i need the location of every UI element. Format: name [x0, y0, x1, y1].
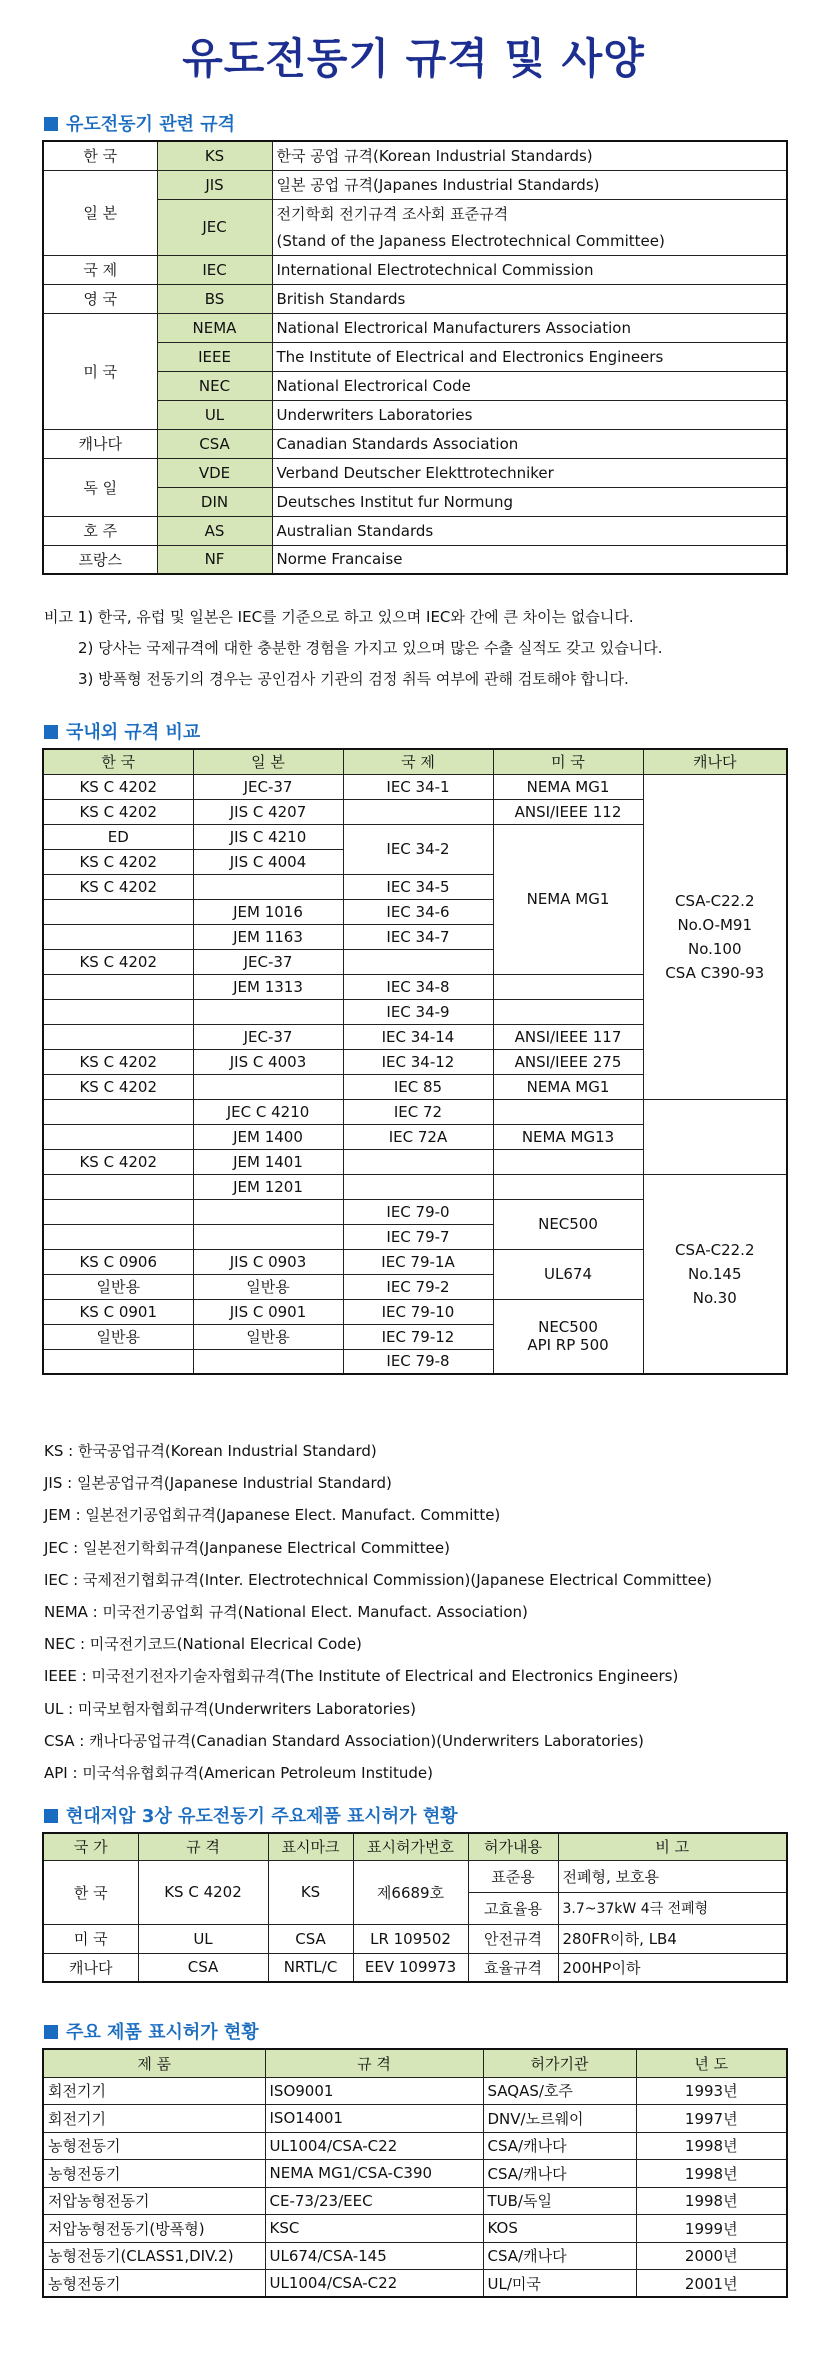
table-cell: CSA/캐나다 — [483, 2132, 636, 2160]
table-cell: JIS — [157, 170, 272, 199]
abbreviation-note: IEC : 국제전기협회규격(Inter. Electrotechnical Commission)(Japanese Electrical Committee) — [44, 1570, 712, 1589]
table-cell: UL674 — [493, 1249, 643, 1299]
table-cell: JIS C 0903 — [193, 1249, 343, 1274]
column-header: 한 국 — [43, 749, 193, 774]
table-cell: NF — [157, 545, 272, 574]
table-cell — [493, 1174, 643, 1199]
table-cell: 캐나다 — [43, 429, 157, 458]
table-cell: 일본 공업 규격(Japanes Industrial Standards) — [272, 170, 787, 199]
table-cell: 캐나다 — [43, 1953, 138, 1982]
table-row — [43, 2215, 787, 2243]
table-cell: UL — [157, 400, 272, 429]
table-cell: Australian Standards — [272, 516, 787, 545]
table-cell: EEV 109973 — [353, 1953, 468, 1982]
table-cell — [193, 1074, 343, 1099]
square-bullet-icon — [44, 2025, 58, 2039]
table-cell: Norme Francaise — [272, 545, 787, 574]
table-cell: 일반용 — [193, 1274, 343, 1299]
table-cell: KS C 4202 — [138, 1860, 268, 1924]
table-cell: IEC 34-9 — [343, 999, 493, 1024]
page-title: 유도전동기 규격 및 사양 — [182, 34, 645, 83]
canada-standard-line: CSA C390-93 — [665, 963, 765, 982]
table-cell: JEC-37 — [193, 949, 343, 974]
abbreviation-note: JEM : 일본전기공업회규격(Japanese Elect. Manufact. Committe) — [44, 1506, 501, 1525]
table-cell: (Stand of the Japaness Electrotechnical Committee) — [272, 227, 787, 255]
table-cell — [493, 1299, 643, 1374]
table-cell: 전기학회 전기규격 조사회 표준규격 — [272, 199, 787, 227]
column-header: 년 도 — [636, 2049, 787, 2077]
table-cell: IEC 34-14 — [343, 1024, 493, 1049]
table-cell: 농형전동기(CLASS1,DIV.2) — [43, 2242, 265, 2270]
table-cell — [43, 1199, 193, 1224]
column-header: 표시마크 — [268, 1833, 353, 1860]
abbreviation-note: IEEE : 미국전기전자기술자협회규격(The Institute of Electrical and Electronics Engineers) — [44, 1667, 679, 1686]
table-cell: NEMA MG13 — [493, 1124, 643, 1149]
table-cell: KS C 4202 — [43, 874, 193, 899]
table-cell — [343, 1149, 493, 1174]
table-cell: UL1004/CSA-C22 — [265, 2132, 483, 2160]
abbreviation-note: KS : 한국공업규격(Korean Industrial Standard) — [44, 1442, 377, 1460]
table-cell: JIS C 4207 — [193, 799, 343, 824]
table-cell — [193, 999, 343, 1024]
table-cell: KS C 0901 — [43, 1299, 193, 1324]
abbreviation-note: NEC : 미국전기코드(National Elecrical Code) — [44, 1635, 362, 1654]
table-cell: KS C 4202 — [43, 774, 193, 799]
table-cell: 2000년 — [636, 2242, 787, 2270]
table-cell: KS — [268, 1860, 353, 1924]
canada-standard-line: No.O-M91 — [677, 915, 753, 934]
table-cell: NEC — [157, 371, 272, 400]
table-cell: CSA/캐나다 — [483, 2160, 636, 2188]
table-cell — [193, 1199, 343, 1224]
table-row — [43, 2132, 787, 2160]
table-cell — [43, 1099, 193, 1124]
table-cell: IEC 34-12 — [343, 1049, 493, 1074]
table-cell: AS — [157, 516, 272, 545]
table-cell: KS C 4202 — [43, 1049, 193, 1074]
table-cell: 일반용 — [43, 1274, 193, 1299]
column-header: 미 국 — [493, 749, 643, 774]
table-cell: UL1004/CSA-C22 — [265, 2270, 483, 2298]
table-cell: TUB/독일 — [483, 2187, 636, 2215]
table-cell: National Electrorical Manufacturers Association — [272, 313, 787, 342]
table-cell: Verband Deutscher Elekttrotechniker — [272, 458, 787, 487]
note-3: 3) 방폭형 전동기의 경우는 공인검사 기관의 검정 취득 여부에 관해 검토해야 합니다. — [78, 670, 629, 688]
canada-standard-line: CSA-C22.2 — [675, 891, 755, 910]
table-cell: Canadian Standards Association — [272, 429, 787, 458]
table-cell: 200HP이하 — [558, 1953, 787, 1982]
table-row — [43, 141, 787, 170]
table-cell: JEC-37 — [193, 1024, 343, 1049]
table-cell: CSA/캐나다 — [483, 2242, 636, 2270]
abbreviation-note: JIS : 일본공업규격(Japanese Industrial Standard) — [44, 1474, 392, 1493]
table-cell: KS C 4202 — [43, 949, 193, 974]
table-cell: DIN — [157, 487, 272, 516]
table-cell: 표준용 — [468, 1860, 558, 1892]
table-cell: 한 국 — [43, 1860, 138, 1924]
table-cell: KOS — [483, 2215, 636, 2243]
table-cell: IEC 79-10 — [343, 1299, 493, 1324]
table-cell: IEC 85 — [343, 1074, 493, 1099]
table-cell: 농형전동기 — [43, 2132, 265, 2160]
column-header: 캐나다 — [643, 749, 787, 774]
section-heading-standards: 유도전동기 관련 규격 — [44, 110, 235, 136]
table-cell — [493, 974, 643, 999]
table-cell: VDE — [157, 458, 272, 487]
table-cell — [43, 924, 193, 949]
table-cell — [643, 1099, 787, 1174]
column-header: 규 격 — [265, 2049, 483, 2077]
table-cell: NEC500 — [493, 1199, 643, 1249]
table-cell: CE-73/23/EEC — [265, 2187, 483, 2215]
table-cell: ISO14001 — [265, 2105, 483, 2133]
column-header: 허가내용 — [468, 1833, 558, 1860]
table-cell: 1999년 — [636, 2215, 787, 2243]
table-cell — [193, 1349, 343, 1374]
table-row — [43, 1924, 787, 1953]
table-cell: IEC 34-2 — [343, 824, 493, 874]
abbreviation-note: API : 미국석유협회규격(American Petroleum Institude) — [44, 1764, 433, 1782]
table-cell — [643, 1174, 787, 1374]
column-header: 표시허가번호 — [353, 1833, 468, 1860]
abbreviation-note: JEC : 일본전기학회규격(Janpanese Electrical Committee) — [44, 1538, 450, 1557]
table-cell: SAQAS/호주 — [483, 2077, 636, 2105]
table-row — [43, 2187, 787, 2215]
table-cell — [493, 1149, 643, 1174]
table-row — [43, 1174, 787, 1199]
table-row — [43, 255, 787, 284]
table-cell: ISO9001 — [265, 2077, 483, 2105]
table-cell: 국 제 — [43, 255, 157, 284]
section-heading-comparison: 국내외 규격 비교 — [44, 718, 200, 744]
table-cell: IEC 72A — [343, 1124, 493, 1149]
table-cell: IEC 34-1 — [343, 774, 493, 799]
table-cell: IEC — [157, 255, 272, 284]
table-cell: IEC 79-8 — [343, 1349, 493, 1374]
us-standard-line: API RP 500 — [527, 1336, 609, 1355]
note-1: 비고 1) 한국, 유럽 및 일본은 IEC를 기준으로 하고 있으며 IEC와 간에 큰 차이는 없습니다. — [44, 608, 634, 626]
table-cell: 전폐형, 보호용 — [558, 1860, 787, 1892]
table-cell — [193, 874, 343, 899]
table-row — [43, 313, 787, 342]
canada-standard-line: CSA-C22.2 — [675, 1240, 755, 1259]
table-cell: NEMA — [157, 313, 272, 342]
column-header: 규 격 — [138, 1833, 268, 1860]
table-cell: IEC 34-6 — [343, 899, 493, 924]
table-cell: KS C 4202 — [43, 799, 193, 824]
table-cell: KS C 4202 — [43, 1149, 193, 1174]
table-cell: 농형전동기 — [43, 2270, 265, 2298]
abbreviation-note: CSA : 캐나다공업규격(Canadian Standard Association)(Underwriters Laboratories) — [44, 1731, 644, 1750]
column-header: 제 품 — [43, 2049, 265, 2077]
table-cell: IEC 79-0 — [343, 1199, 493, 1224]
table-cell: 미 국 — [43, 313, 157, 429]
table-cell: DNV/노르웨이 — [483, 2105, 636, 2133]
table-row — [43, 2270, 787, 2298]
column-header: 비 고 — [558, 1833, 787, 1860]
table-cell — [43, 1224, 193, 1249]
table-cell: JEC — [157, 199, 272, 255]
table-cell: Underwriters Laboratories — [272, 400, 787, 429]
table-cell: JEM 1401 — [193, 1149, 343, 1174]
table-row — [43, 284, 787, 313]
table-row — [43, 2160, 787, 2188]
table-cell: 프랑스 — [43, 545, 157, 574]
comparison-table — [42, 748, 788, 1375]
column-header: 국 제 — [343, 749, 493, 774]
table-row — [43, 170, 787, 199]
table-cell: NEMA MG1 — [493, 1074, 643, 1099]
table-row — [43, 1953, 787, 1982]
table-row — [43, 774, 787, 799]
table-cell: KS C 0906 — [43, 1249, 193, 1274]
table-cell: ANSI/IEEE 112 — [493, 799, 643, 824]
table-cell: LR 109502 — [353, 1924, 468, 1953]
table-cell: IEC 34-7 — [343, 924, 493, 949]
table-cell: 효율규격 — [468, 1953, 558, 1982]
table-cell: 1993년 — [636, 2077, 787, 2105]
table-cell: IEC 79-2 — [343, 1274, 493, 1299]
canada-standard-line: No.30 — [692, 1288, 737, 1307]
table-cell: IEC 79-7 — [343, 1224, 493, 1249]
table-cell: BS — [157, 284, 272, 313]
table-cell: 일 본 — [43, 170, 157, 255]
table-cell — [643, 774, 787, 1099]
table-cell: 일반용 — [43, 1324, 193, 1349]
table-row — [43, 1099, 787, 1124]
table-cell: ED — [43, 824, 193, 849]
table-cell: ANSI/IEEE 275 — [493, 1049, 643, 1074]
table-cell: JEM 1163 — [193, 924, 343, 949]
table-cell: British Standards — [272, 284, 787, 313]
table-cell: 2001년 — [636, 2270, 787, 2298]
table-cell — [193, 1224, 343, 1249]
table-cell — [343, 799, 493, 824]
table-cell: NEMA MG1 — [493, 824, 643, 974]
table-cell: 영 국 — [43, 284, 157, 313]
table-cell: 1998년 — [636, 2132, 787, 2160]
table-cell: 농형전동기 — [43, 2160, 265, 2188]
table-cell: 저압농형전동기 — [43, 2187, 265, 2215]
table-row — [43, 1860, 787, 1892]
table-cell: 1998년 — [636, 2160, 787, 2188]
table-cell: 한 국 — [43, 141, 157, 170]
table-cell: JIS C 4003 — [193, 1049, 343, 1074]
table-row — [43, 2242, 787, 2270]
table-cell: KSC — [265, 2215, 483, 2243]
table-row — [43, 545, 787, 574]
us-standard-line: NEC500 — [538, 1318, 598, 1337]
table-cell: JIS C 4004 — [193, 849, 343, 874]
table-cell: CSA — [268, 1924, 353, 1953]
table-cell: JEM 1313 — [193, 974, 343, 999]
table-cell: JEM 1016 — [193, 899, 343, 924]
table-cell — [43, 974, 193, 999]
table-row — [43, 458, 787, 487]
table-cell: JIS C 4210 — [193, 824, 343, 849]
table-cell: 280FR이하, LB4 — [558, 1924, 787, 1953]
table-cell: UL/미국 — [483, 2270, 636, 2298]
table-cell: CSA — [157, 429, 272, 458]
section-heading-certifications: 주요 제품 표시허가 현황 — [44, 2018, 259, 2044]
table-cell: 미 국 — [43, 1924, 138, 1953]
square-bullet-icon — [44, 725, 58, 739]
column-header: 허가기관 — [483, 2049, 636, 2077]
table-cell: NEMA MG1 — [493, 774, 643, 799]
table-cell — [493, 1099, 643, 1124]
table-cell — [343, 949, 493, 974]
table-row — [43, 2077, 787, 2105]
table-cell: 회전기기 — [43, 2077, 265, 2105]
table-cell: 제6689호 — [353, 1860, 468, 1924]
table-cell: IEC 79-12 — [343, 1324, 493, 1349]
table-cell: NEMA MG1/CSA-C390 — [265, 2160, 483, 2188]
table-cell: JEC C 4210 — [193, 1099, 343, 1124]
standards-table — [42, 140, 788, 575]
table-cell: 호 주 — [43, 516, 157, 545]
section-heading-approvals: 현대저압 3상 유도전동기 주요제품 표시허가 현황 — [44, 1802, 458, 1828]
table-cell — [43, 999, 193, 1024]
table-cell: JEC-37 — [193, 774, 343, 799]
table-cell: Deutsches Institut fur Normung — [272, 487, 787, 516]
table-cell: ANSI/IEEE 117 — [493, 1024, 643, 1049]
table-cell: 한국 공업 규격(Korean Industrial Standards) — [272, 141, 787, 170]
table-cell — [43, 1024, 193, 1049]
table-cell: National Electrorical Code — [272, 371, 787, 400]
approvals-table — [42, 1832, 788, 1983]
canada-standard-line: No.145 — [687, 1264, 742, 1283]
table-cell — [43, 1174, 193, 1199]
table-cell: 저압농형전동기(방폭형) — [43, 2215, 265, 2243]
square-bullet-icon — [44, 1809, 58, 1823]
table-cell: 회전기기 — [43, 2105, 265, 2133]
table-cell: JEM 1201 — [193, 1174, 343, 1199]
table-cell: 독 일 — [43, 458, 157, 516]
canada-standard-line: No.100 — [687, 939, 742, 958]
column-header: 일 본 — [193, 749, 343, 774]
square-bullet-icon — [44, 117, 58, 131]
table-cell: 3.7~37kW 4극 전폐형 — [558, 1892, 787, 1924]
table-cell: 1998년 — [636, 2187, 787, 2215]
table-cell: IEC 34-5 — [343, 874, 493, 899]
table-cell: KS — [157, 141, 272, 170]
table-cell: International Electrotechnical Commission — [272, 255, 787, 284]
table-cell: UL674/CSA-145 — [265, 2242, 483, 2270]
table-cell: NRTL/C — [268, 1953, 353, 1982]
column-header: 국 가 — [43, 1833, 138, 1860]
table-cell: UL — [138, 1924, 268, 1953]
table-cell: IEC 34-8 — [343, 974, 493, 999]
table-cell: CSA — [138, 1953, 268, 1982]
table-cell: KS C 4202 — [43, 849, 193, 874]
table-cell — [493, 999, 643, 1024]
table-cell: 일반용 — [193, 1324, 343, 1349]
table-cell: JEM 1400 — [193, 1124, 343, 1149]
table-cell — [43, 1124, 193, 1149]
table-cell: IEC 79-1A — [343, 1249, 493, 1274]
table-cell: KS C 4202 — [43, 1074, 193, 1099]
table-row — [43, 429, 787, 458]
note-2: 2) 당사는 국제규격에 대한 충분한 경험을 가지고 있으며 많은 수출 실적도 갖고 있습니다. — [78, 639, 663, 657]
table-cell: IEEE — [157, 342, 272, 371]
table-cell — [43, 899, 193, 924]
table-cell: 안전규격 — [468, 1924, 558, 1953]
table-cell — [43, 1349, 193, 1374]
table-row — [43, 516, 787, 545]
table-cell: JIS C 0901 — [193, 1299, 343, 1324]
table-row — [43, 2105, 787, 2133]
table-cell: IEC 72 — [343, 1099, 493, 1124]
table-cell — [343, 1174, 493, 1199]
table-cell: 1997년 — [636, 2105, 787, 2133]
table-cell: The Institute of Electrical and Electronics Engineers — [272, 342, 787, 371]
abbreviation-note: NEMA : 미국전기공업회 규격(National Elect. Manufact. Association) — [44, 1603, 528, 1621]
table-cell: 고효율용 — [468, 1892, 558, 1924]
certifications-table — [42, 2048, 788, 2298]
abbreviation-note: UL : 미국보험자협회규격(Underwriters Laboratories) — [44, 1699, 416, 1718]
